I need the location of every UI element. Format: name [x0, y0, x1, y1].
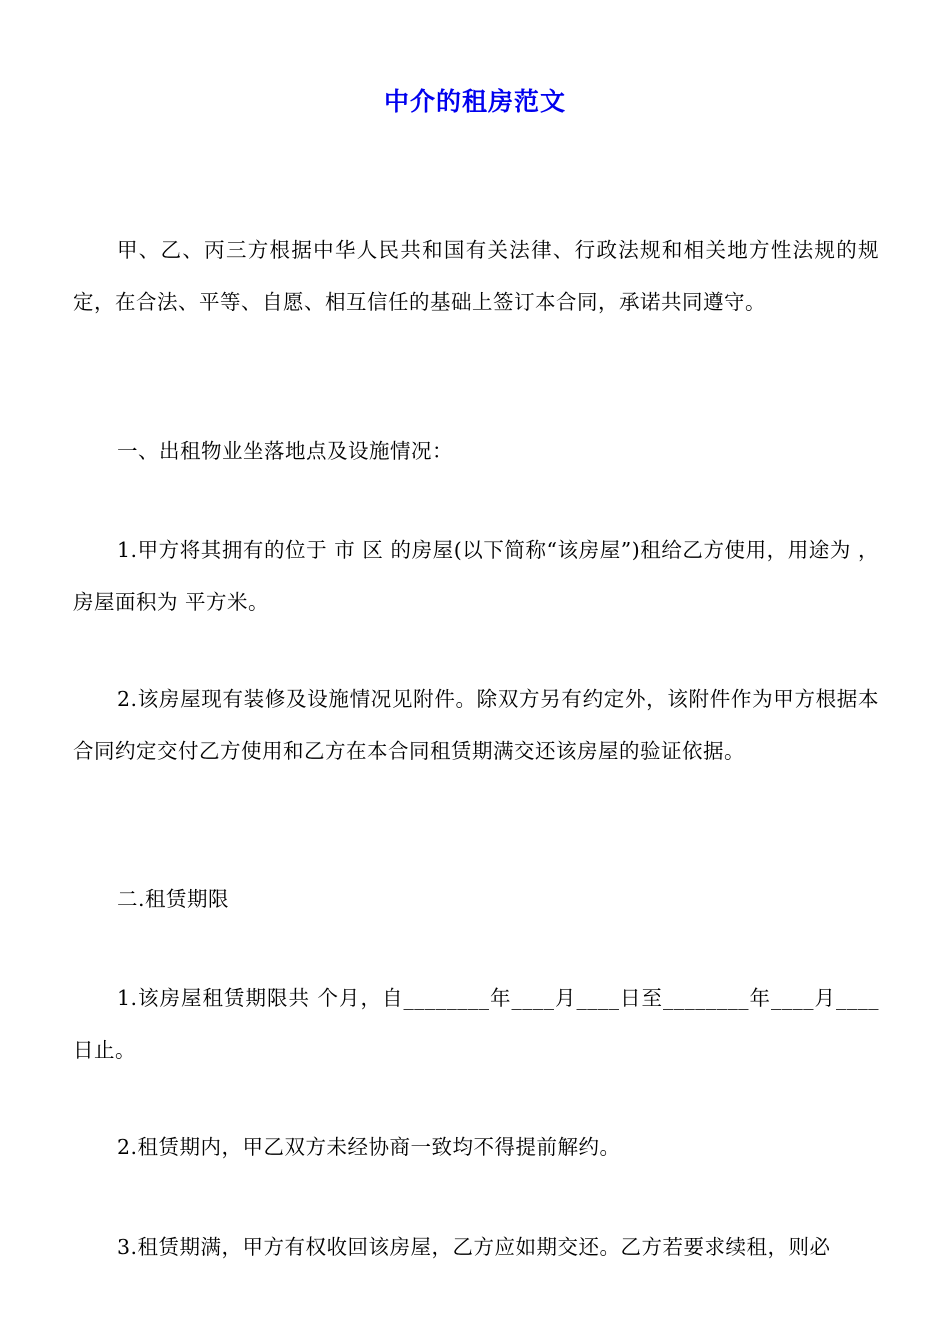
- section-1-heading: 一、出租物业坐落地点及设施情况：: [117, 439, 453, 463]
- section-2-item-1: 1.该房屋租赁期限共 个月，自________年____月____日至________年____月____日止。: [73, 986, 879, 1062]
- document-title: 中介的租房范文: [383, 87, 566, 116]
- intro-paragraph: 甲、乙、丙三方根据中华人民共和国有关法律、行政法规和相关地方性法规的规定，在合法、平等、自愿、相互信任的基础上签订本合同，承诺共同遵守。: [73, 238, 879, 314]
- section-1-item-2: 2.该房屋现有装修及设施情况见附件。除双方另有约定外，该附件作为甲方根据本合同约定交付乙方使用和乙方在本合同租赁期满交还该房屋的验证依据。: [73, 687, 879, 763]
- section-2-item-2: 2.租赁期内，甲乙双方未经协商一致均不得提前解约。: [117, 1135, 621, 1159]
- section-2-heading: 二.租赁期限: [117, 887, 230, 911]
- section-1-item-1: 1.甲方将其拥有的位于 市 区 的房屋(以下简称“该房屋”)租给乙方使用，用途为 ，房屋面积为 平方米。: [73, 538, 879, 614]
- section-2-item-3: 3.租赁期满，甲方有权收回该房屋，乙方应如期交还。乙方若要求续租，则必: [117, 1235, 831, 1259]
